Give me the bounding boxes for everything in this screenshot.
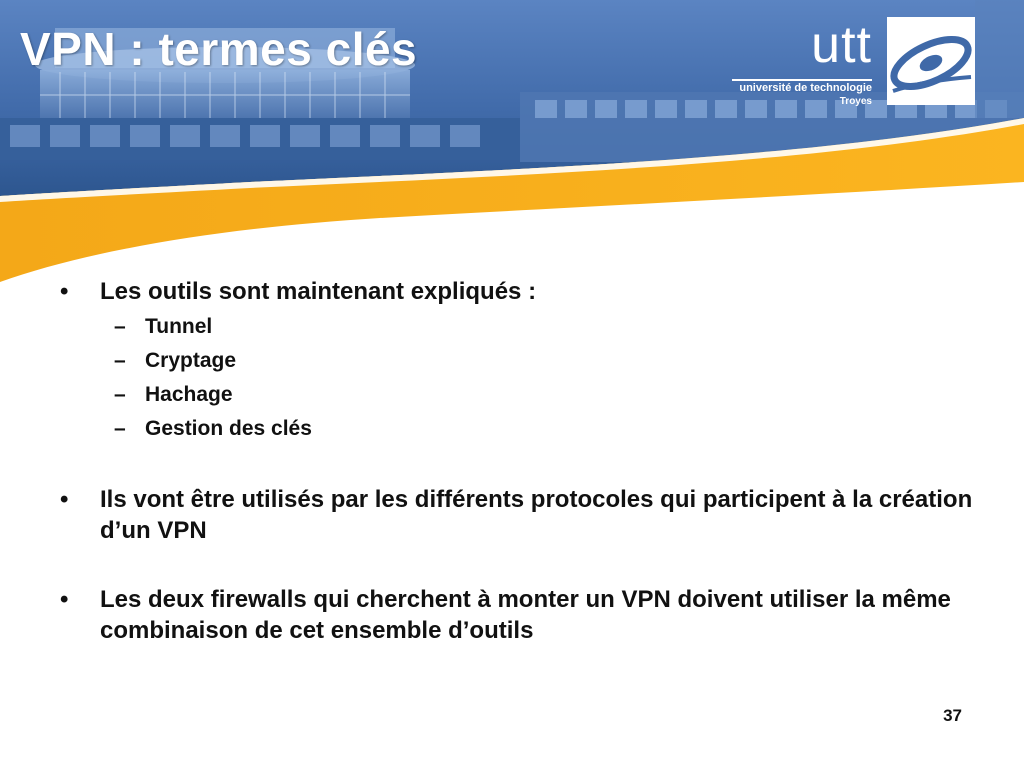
sub-item-text: Hachage bbox=[145, 383, 233, 406]
utt-emblem-icon bbox=[887, 17, 975, 105]
logo-word: utt bbox=[811, 16, 872, 74]
spacer bbox=[58, 446, 978, 484]
sub-item-text: Gestion des clés bbox=[145, 417, 312, 440]
dash-marker: – bbox=[114, 349, 126, 372]
sub-list bbox=[58, 310, 978, 446]
bullet-text: Ils vont être utilisés par les différents protocoles qui participent à la création d’un VPN bbox=[100, 486, 973, 544]
page-number: 37 bbox=[943, 706, 962, 725]
bullet-marker: • bbox=[60, 278, 69, 305]
logo-subtitle-line1: université de technologie bbox=[739, 82, 872, 94]
utt-logo bbox=[726, 17, 976, 107]
bullet-marker: • bbox=[60, 586, 69, 613]
sub-item bbox=[58, 344, 978, 378]
slide-title: VPN : termes clés bbox=[20, 23, 418, 75]
dash-marker: – bbox=[114, 315, 126, 338]
bullet-item bbox=[58, 276, 978, 307]
dash-marker: – bbox=[114, 383, 126, 406]
logo-text-block bbox=[726, 17, 876, 107]
bullet-text: Les deux firewalls qui cherchent à monter un VPN doivent utiliser la même combinaison de cet ensemble d’outils bbox=[100, 586, 951, 644]
bullet-text: Les outils sont maintenant expliqués : bbox=[100, 278, 537, 305]
dash-marker: – bbox=[114, 417, 126, 440]
bullet-item bbox=[58, 484, 978, 546]
sub-item-text: Tunnel bbox=[145, 315, 213, 338]
bullet-marker: • bbox=[60, 486, 69, 513]
logo-rule bbox=[732, 79, 872, 81]
sub-item bbox=[58, 310, 978, 344]
sub-item bbox=[58, 378, 978, 412]
bullet-item bbox=[58, 584, 978, 646]
logo-subtitle-line2: Troyes bbox=[839, 96, 872, 107]
slide-body bbox=[58, 276, 978, 646]
sub-item bbox=[58, 412, 978, 446]
spacer bbox=[58, 546, 978, 584]
sub-item-text: Cryptage bbox=[145, 349, 237, 372]
